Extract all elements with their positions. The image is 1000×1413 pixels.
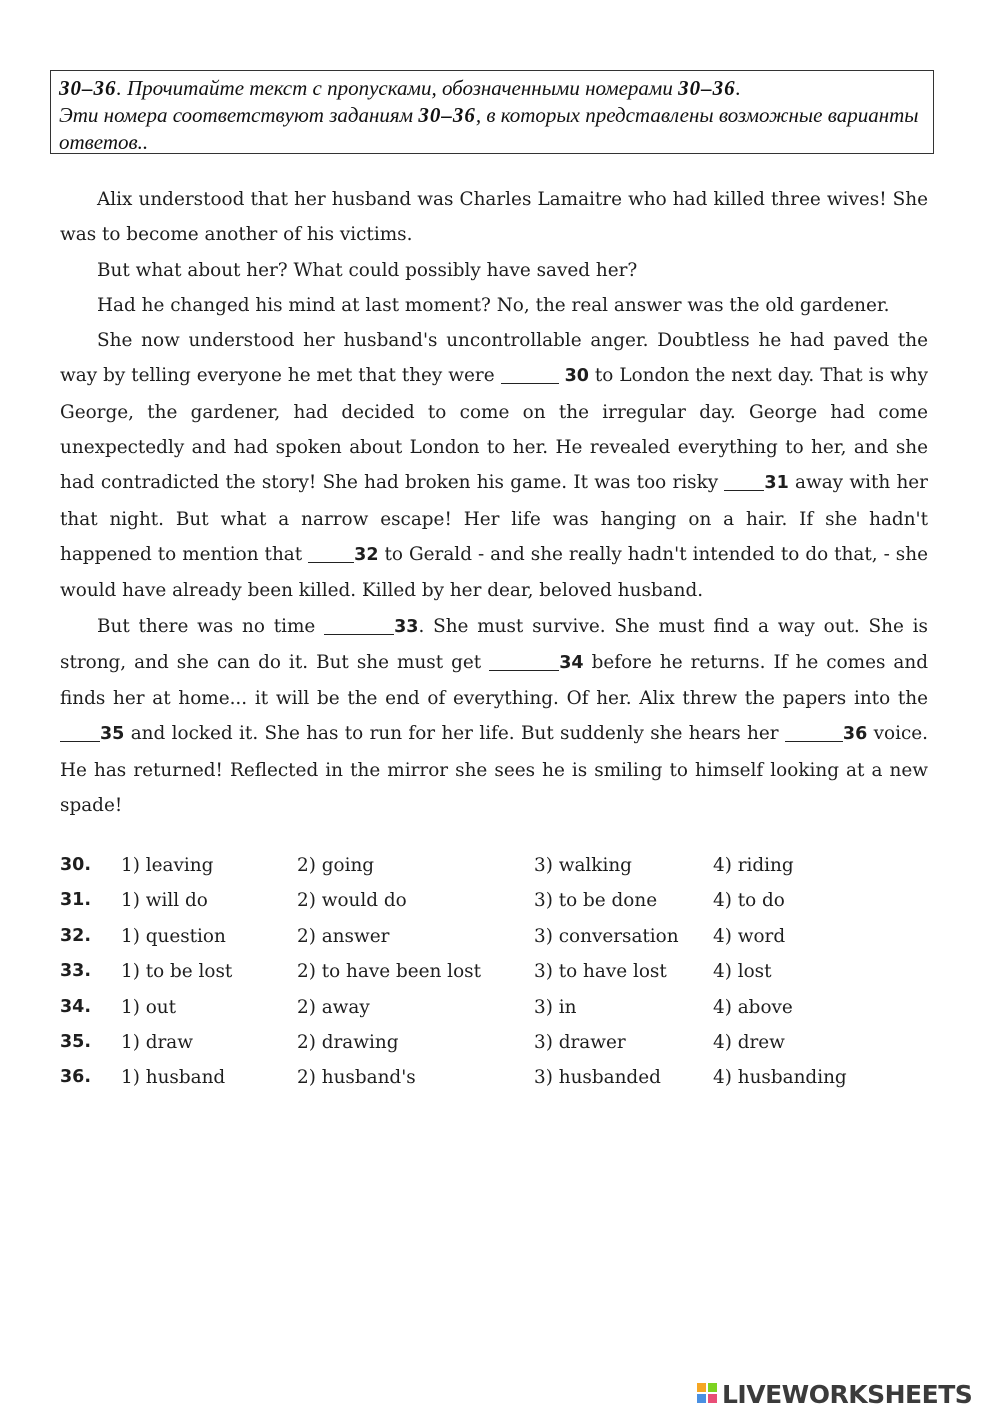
instruction-range: 30–36 bbox=[678, 76, 736, 100]
instruction-text: Эти номера соответствуют заданиям bbox=[59, 103, 419, 127]
text-segment: away with her that night. But what a narrow escape! Her life was hanging on a hair. If she hadn't happened to mention that bbox=[60, 472, 928, 565]
answer-options bbox=[60, 855, 940, 1103]
option[interactable]: 2) answer bbox=[297, 925, 390, 947]
paragraph: Alix understood that her husband was Charles Lamaitre who had killed three wives! She was to become another of his victims. bbox=[60, 189, 928, 246]
gap-number: 33 bbox=[394, 616, 419, 637]
text-segment: and locked it. She has to run for her life. But suddenly she hears her bbox=[130, 723, 779, 745]
option[interactable]: 4) riding bbox=[713, 855, 794, 876]
question-row bbox=[60, 855, 940, 890]
paragraph bbox=[60, 609, 928, 824]
option[interactable]: 4) husbanding bbox=[713, 1067, 847, 1089]
option[interactable]: 4) lost bbox=[713, 961, 772, 983]
text-segment: to London the next day. That is why George, the gardener, had decided to come on the irregular day. George had come unexpectedly and had spoken about London to her. He revealed everything to her, and she had contradicted the story! She had broken his game. It was too risky bbox=[60, 365, 928, 494]
logo-square bbox=[697, 1394, 706, 1403]
answer-blank-36[interactable] bbox=[785, 723, 843, 742]
option[interactable]: 4) to do bbox=[713, 890, 785, 912]
option[interactable]: 2) going bbox=[297, 855, 375, 876]
option[interactable]: 1) leaving bbox=[121, 855, 214, 876]
option[interactable]: 4) above bbox=[713, 996, 793, 1018]
text-segment: But there was no time bbox=[97, 615, 316, 637]
option[interactable]: 2) husband's bbox=[297, 1067, 416, 1089]
logo-square bbox=[708, 1383, 717, 1392]
gap-number: 35 bbox=[100, 724, 125, 745]
question-number: 36. bbox=[60, 1067, 92, 1088]
option[interactable]: 1) will do bbox=[121, 890, 208, 912]
option[interactable]: 3) to have lost bbox=[534, 961, 667, 983]
option[interactable]: 4) word bbox=[713, 925, 786, 947]
answer-blank-35[interactable] bbox=[60, 723, 100, 742]
question-number: 35. bbox=[60, 1031, 92, 1052]
question-number: 34. bbox=[60, 996, 92, 1017]
option[interactable]: 2) drawing bbox=[297, 1031, 399, 1053]
text-segment: before he returns. If he comes and finds her at home... it will be the end of everything. Of her. Alix threw the papers into the bbox=[60, 651, 928, 710]
reading-passage bbox=[60, 182, 928, 823]
option[interactable]: 2) away bbox=[297, 996, 370, 1018]
answer-blank-34[interactable] bbox=[489, 651, 559, 670]
answer-blank-31[interactable] bbox=[724, 472, 764, 491]
option[interactable]: 1) question bbox=[121, 925, 226, 947]
option[interactable]: 4) drew bbox=[713, 1031, 785, 1053]
text-segment: voice. He has returned! Reflected in the mirror she sees he is smiling to himself looking at a new spade! bbox=[60, 723, 928, 817]
answer-blank-33[interactable] bbox=[324, 615, 394, 634]
question-number: 33. bbox=[60, 961, 92, 982]
instruction-text: . bbox=[735, 76, 741, 100]
logo-square bbox=[708, 1394, 717, 1403]
instruction-range: 30–36 bbox=[418, 103, 476, 127]
question-row bbox=[60, 997, 940, 1032]
question-number: 31. bbox=[60, 890, 92, 911]
question-row bbox=[60, 1032, 940, 1067]
option[interactable]: 1) to be lost bbox=[121, 961, 233, 983]
question-number: 32. bbox=[60, 925, 92, 946]
option[interactable]: 3) walking bbox=[534, 855, 632, 876]
answer-blank-32[interactable] bbox=[308, 544, 354, 563]
logo-text: LIVEWORKSHEETS bbox=[722, 1379, 973, 1409]
option[interactable]: 1) draw bbox=[121, 1031, 193, 1053]
option[interactable]: 2) to have been lost bbox=[297, 961, 481, 983]
option[interactable]: 3) to be done bbox=[534, 890, 658, 912]
instruction-range: 30–36 bbox=[59, 76, 117, 100]
gap-number: 36 bbox=[842, 724, 868, 745]
instruction-text: , в которых представлены возможные варианты ответов.. bbox=[59, 103, 919, 154]
option[interactable]: 3) in bbox=[534, 996, 577, 1018]
text-segment: She now understood her husband's uncontrollable anger. Doubtless he had paved the way by telling everyone he met that they were bbox=[60, 330, 928, 387]
instruction-text: . Прочитайте текст с пропусками, обозначенными номерами bbox=[116, 76, 679, 100]
gap-number: 34 bbox=[559, 652, 584, 673]
question-row bbox=[60, 890, 940, 925]
paragraph: Had he changed his mind at last moment? No, the real answer was the old gardener. bbox=[97, 294, 890, 316]
option[interactable]: 1) out bbox=[121, 996, 177, 1018]
paragraph: But what about her? What could possibly have saved her? bbox=[97, 259, 638, 281]
gap-number: 31 bbox=[764, 473, 789, 494]
question-row bbox=[60, 1067, 940, 1102]
liveworksheets-logo bbox=[697, 1380, 972, 1408]
gap-number: 32 bbox=[354, 544, 379, 565]
option[interactable]: 3) drawer bbox=[534, 1031, 626, 1053]
option[interactable]: 3) conversation bbox=[534, 925, 679, 947]
logo-square bbox=[697, 1383, 706, 1392]
question-number: 30. bbox=[60, 855, 92, 875]
logo-icon bbox=[697, 1383, 719, 1405]
text-segment: to Gerald - and she really hadn't intended to do that, - she would have already been killed. Killed by her dear, beloved husband. bbox=[60, 543, 928, 602]
answer-blank-30[interactable] bbox=[501, 365, 559, 384]
instruction-box bbox=[50, 70, 934, 154]
option[interactable]: 3) husbanded bbox=[534, 1067, 661, 1089]
gap-number: 30 bbox=[564, 366, 589, 387]
option[interactable]: 2) would do bbox=[297, 890, 407, 912]
question-row bbox=[60, 926, 940, 961]
text-segment: . She must survive. She must find a way out. She is strong, and she can do it. But she must get bbox=[60, 615, 928, 673]
question-row bbox=[60, 961, 940, 996]
option[interactable]: 1) husband bbox=[121, 1067, 226, 1089]
paragraph bbox=[60, 323, 928, 608]
